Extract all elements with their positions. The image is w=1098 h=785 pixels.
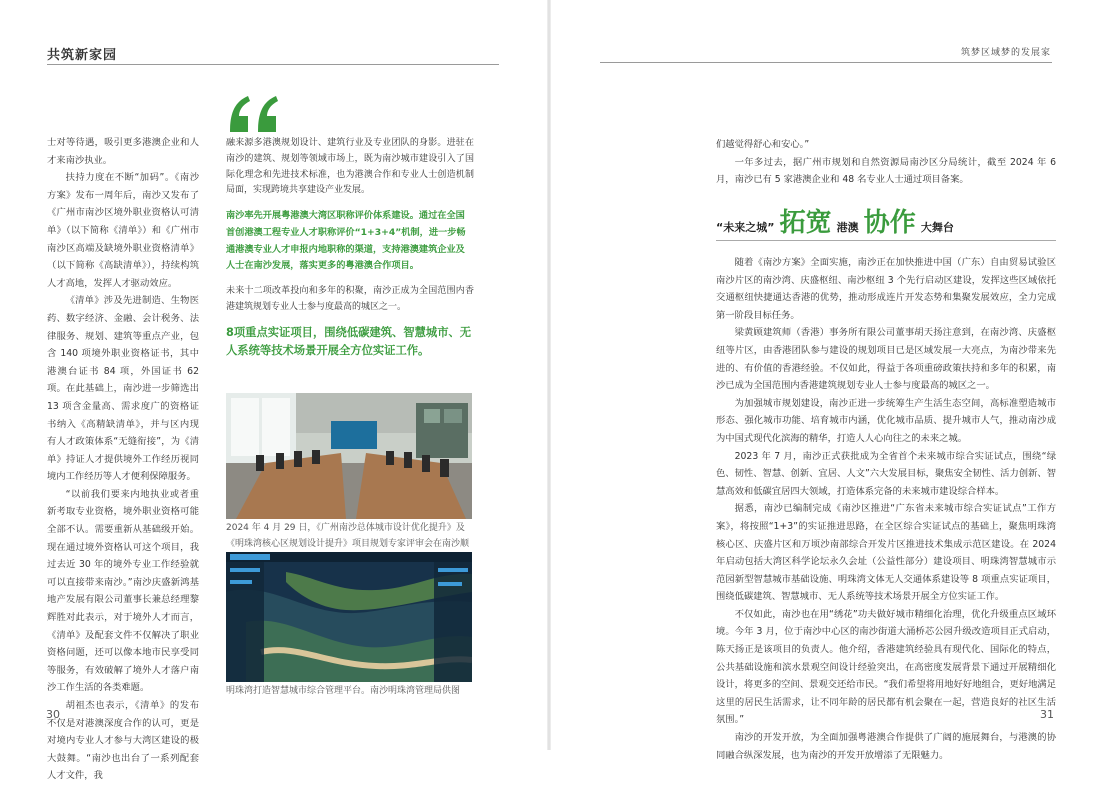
paragraph: 们越觉得舒心和安心。” bbox=[716, 139, 810, 150]
paragraph: 扶持力度在不断“加码”。《南沙方案》发布一周年后，南沙又发布了《广州市南沙区境外职业资格认可清单》（以下简称《清单》）和《广州市南沙区高端及缺境外职业资格清单》（以下简称《高缺清单》），持续构筑人才高地，发挥人才驱动效应。 bbox=[47, 172, 199, 289]
dashboard-photo bbox=[226, 552, 472, 682]
paragraph: 据悉，南沙已编制完成《南沙区推进“广东省未来城市综合实证试点”工作方案》，将按照“1+3”的实证推进思路，在全区综合实证试点的基础上，聚焦明珠湾核心区、庆盛片区和万顷沙南部综合开发片区推进技术集成示范区建设。在 2024 年启动包括大湾区科学论坛永久会址（公益性部分）建设项目、明珠湾智慧城市示范园新型智慧城市基础设施、明珠湾文体无人交通体系建设等 8 项重点实证项目，围绕低碳建筑、智慧城市、无人系统等技术场景开展全方位实证工作。 bbox=[716, 503, 1056, 603]
title-part: 大舞台 bbox=[920, 221, 954, 234]
left-column-2-text: 未来十二项改革投向和多年的积聚，南沙正成为全国范围内香港建筑规划专业人士参与度最高的城区之一。 bbox=[226, 286, 474, 312]
page-number: 30 bbox=[46, 708, 60, 721]
paragraph: “以前我们要来内地执业或者重新考取专业资格，境外职业资格可能全部不认。需要重新从基础级开始。现在通过境外资格认可这个项目，我过去近 30 年的境外专业工作经验就可以直接带来南沙。”南沙庆盛新鸿基地产发展有限公司董事长兼总经理黎辉胜对此表示，对于境外人才而言，《清单》及配套文件不仅解决了职业资格问题，还可以像本地市民享受同等服务，有效破解了境外人才落户南沙工作生活的各类难题。 bbox=[47, 488, 199, 694]
right-body bbox=[716, 254, 1056, 764]
paragraph: 2023 年 7 月，南沙正式获批成为全省首个未来城市综合实证试点，围绕“绿色、韧性、智慧、创新、宜居、人文”六大发展目标，聚焦安全韧性、活力创新、智慧高效和低碳宜居四大领域，打造体系完备的未来城市建设综合样本。 bbox=[716, 450, 1056, 497]
running-header: 筑梦区域梦的发展家 bbox=[960, 48, 1051, 58]
paragraph: 梁黄顾建筑师（香港）事务所有限公司董事胡天扬注意到，在南沙湾、庆盛枢纽等片区，由香港团队参与建设的规划项目已是区域发展一大亮点，为南沙带来先进的、有价值的香港经验。不仅如此，得益于各项重磅政策扶持和多年的积累，南沙已成为全国范围内香港建筑规划专业人士参与度最高的城区之一。 bbox=[716, 327, 1056, 392]
quote-mark-icon bbox=[226, 94, 282, 134]
section-rule bbox=[716, 240, 1056, 241]
photo-caption: 2024 年 4 月 29 日，《广州南沙总体城市设计优化提升》及《明珠湾核心区规划设计提升》项目规划专家评审会在南沙顺 bbox=[226, 523, 470, 549]
paragraph: 南沙的开发开放，为全面加强粤港澳合作提供了广阔的施展舞台，与港澳的协同融合纵深发展，也为南沙的开发开放增添了无限魅力。 bbox=[716, 732, 1056, 761]
highlight-quote: 8项重点实证项目，围绕低碳建筑、智慧城市、无人系统等技术场景开展全方位实证工作。 bbox=[226, 326, 472, 357]
meeting-photo bbox=[226, 393, 472, 519]
left-column-2-text: 融来源多港澳规划设计、建筑行业及专业团队的身影。进驻在南沙的建筑、规划等领域市场上，既为南沙城市建设引入了国际化理念和先进技术标准，也为港澳合作和专业人士创造机制局面，实现跨境共享建设产业发展。 bbox=[226, 138, 474, 196]
photo-caption: 明珠湾打造智慧城市综合管理平台。南沙明珠湾管理局供图 bbox=[226, 686, 461, 696]
highlight-quote: 南沙率先开展粤港澳大湾区职称评价体系建设。通过在全国首创港澳工程专业人才职称评价“1+3+4”机制，进一步畅通港澳专业人才申报内地职称的渠道，支持港澳建筑企业及人士在南沙发展，落实更多的粤港澳合作项目。 bbox=[226, 210, 466, 272]
header-rule-right bbox=[600, 62, 1052, 63]
title-part: 协作 bbox=[863, 208, 916, 238]
paragraph: 士对等待遇，吸引更多港澳企业和人才来南沙执业。 bbox=[47, 137, 199, 166]
header-rule-left bbox=[47, 64, 499, 65]
paragraph: 《清单》涉及先进制造、生物医药、数字经济、金融、会计税务、法律服务、规划、建筑等重点产业，包含 140 项境外职业资格证书，其中港澳台证书 84 项，外国证书 62 项。在此基础上，南沙进一步筛选出 13 项含金量高、需求度广的资格证书纳入《高精缺清单》，并与区内现有人才政策体系“无缝衔接”，为《清单》持证人才提供境外工作经历视同境内工作经历等人才便利保障服务。 bbox=[47, 295, 199, 483]
page-gutter bbox=[547, 0, 551, 750]
paragraph: 一年多过去，据广州市规划和自然资源局南沙区分局统计，截至 2024 年 6 月，南沙已有 5 家港澳企业和 48 名专业人士通过项目备案。 bbox=[716, 156, 1056, 186]
right-intro bbox=[716, 136, 1056, 189]
title-part: 港澳 bbox=[836, 221, 859, 234]
paragraph: 随着《南沙方案》全面实施，南沙正在加快推进中国（广东）自由贸易试验区南沙片区的南沙湾、庆盛枢纽、南沙枢纽 3 个先行启动区建设，发挥这些区域依托交通枢纽快捷通达香港的优势，推动形成连片开发态势和集聚发展效应，全力完成第一阶段目标任务。 bbox=[716, 257, 1056, 321]
page-number: 31 bbox=[1040, 708, 1054, 721]
title-part: 拓宽 bbox=[779, 208, 832, 238]
paragraph: 为加强城市规划建设，南沙正进一步统筹生产生活生态空间，高标准塑造城市形态、强化城市功能、培育城市内涵，优化城市品质、提升城市人气，推动南沙成为中国式现代化滨海的精华，打造人人心向往之的未来之城。 bbox=[716, 397, 1056, 444]
magazine-section-brand: 共筑新家园 bbox=[47, 48, 118, 63]
paragraph: 胡祖杰也表示，《清单》的发布不仅是对港澳深度合作的认可，更是对境内专业人才参与大湾区建设的极大鼓舞。“南沙也出台了一系列配套人才文件，我 bbox=[47, 700, 199, 782]
left-column-1 bbox=[47, 134, 199, 785]
paragraph: 不仅如此，南沙也在用“绣花”功夫做好城市精细化治理，优化升级重点区域环境。今年 3 月，位于南沙中心区的南沙街道大涌桥芯公园升级改造项目正式启动，陈天扬正是该项目的负责人。他介绍，香港建筑经验具有现代化、国际化的特点，公共基础设施和滨水景观空间设计经验突出，在高密度发展背景下通过开展精细化设计，将更多的空间、景观交还给市民。“我们希望将用地好好地组合，更好地满足这里的居民生活需求，让不同年龄的居民都有机会聚在一起，营造良好的社区生活氛围。” bbox=[716, 608, 1056, 726]
section-title bbox=[716, 202, 954, 242]
title-part: “未来之城” bbox=[716, 221, 775, 234]
